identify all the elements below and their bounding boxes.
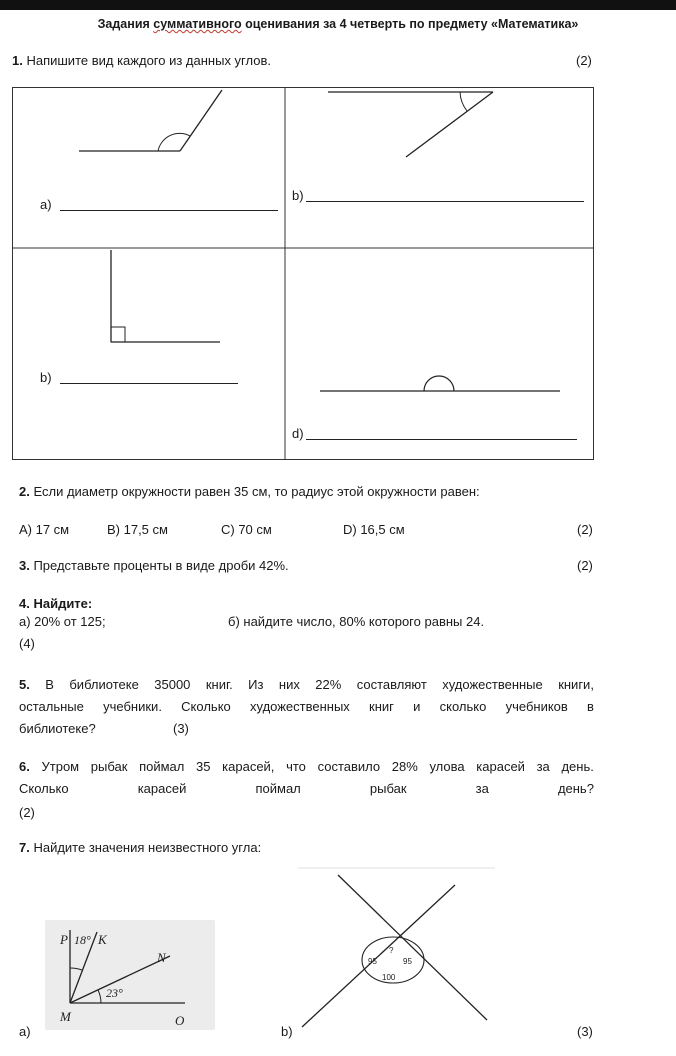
point-n-label: N <box>157 950 166 965</box>
question-1-points: (2) <box>576 53 592 68</box>
question-6-points: (2) <box>19 805 35 820</box>
question-6-line-2: Сколько карасей поймал рыбак за день? <box>19 781 594 796</box>
option-d[interactable]: D) 16,5 см <box>343 522 405 537</box>
question-7: 7. Найдите значения неизвестного угла: <box>19 840 262 855</box>
question-1: 1. Напишите вид каждого из данных углов. <box>12 53 271 68</box>
question-4-title: 4. Найдите: <box>19 596 93 611</box>
question-5-line-3: библиотеке? <box>19 721 96 736</box>
option-b[interactable]: B) 17,5 см <box>107 522 168 537</box>
point-p-label: P <box>60 932 68 947</box>
page-title: Задания суммативного оценивания за 4 четверть по предмету «Математика» <box>97 17 579 31</box>
question-4-part-b: б) найдите число, 80% которого равны 24. <box>228 614 485 629</box>
answer-c-label: b) <box>40 370 52 385</box>
question-3-points: (2) <box>577 558 593 573</box>
figure-7a-label: а) <box>19 1024 31 1039</box>
question-3: 3. Представьте проценты в виде дроби 42%. <box>19 558 289 573</box>
question-2-points: (2) <box>577 522 593 537</box>
question-5-line-2: остальные учебники. Сколько художественных книг и сколько учебников в <box>19 699 594 714</box>
option-c[interactable]: C) 70 см <box>221 522 272 537</box>
question-5-line-1: 5. В библиотеке 35000 книг. Из них 22% составляют художественные книги, <box>19 677 594 692</box>
question-5-points: (3) <box>173 721 189 736</box>
angle-95-left-label: 95 <box>368 957 377 966</box>
point-k-label: K <box>98 932 107 947</box>
question-4-part-a: а) 20% от 125; <box>19 614 106 629</box>
question-4-points: (4) <box>19 636 35 651</box>
answer-a-label: a) <box>40 197 52 212</box>
unknown-angle-label: ? <box>389 946 394 955</box>
point-m-label: M <box>60 1009 71 1024</box>
angle-100-label: 100 <box>382 973 396 982</box>
answer-b-label: b) <box>292 188 304 203</box>
question-6-line-1: 6. Утром рыбак поймал 35 карасей, что составило 28% улова карасей за день. <box>19 759 594 774</box>
option-a[interactable]: A) 17 см <box>19 522 70 537</box>
answer-d-label: d) <box>292 426 304 441</box>
question-7-points: (3) <box>577 1024 593 1039</box>
angle-23-label: 23° <box>106 986 123 1000</box>
question-2: 2. Если диаметр окружности равен 35 см, то радиус этой окружности равен: <box>19 484 480 499</box>
figure-7b-label: b) <box>281 1024 293 1039</box>
point-o-label: O <box>175 1013 185 1028</box>
angle-95-right-label: 95 <box>403 957 412 966</box>
title-spell-underlined: суммативного <box>153 17 242 31</box>
angle-18-label: 18° <box>74 933 91 947</box>
